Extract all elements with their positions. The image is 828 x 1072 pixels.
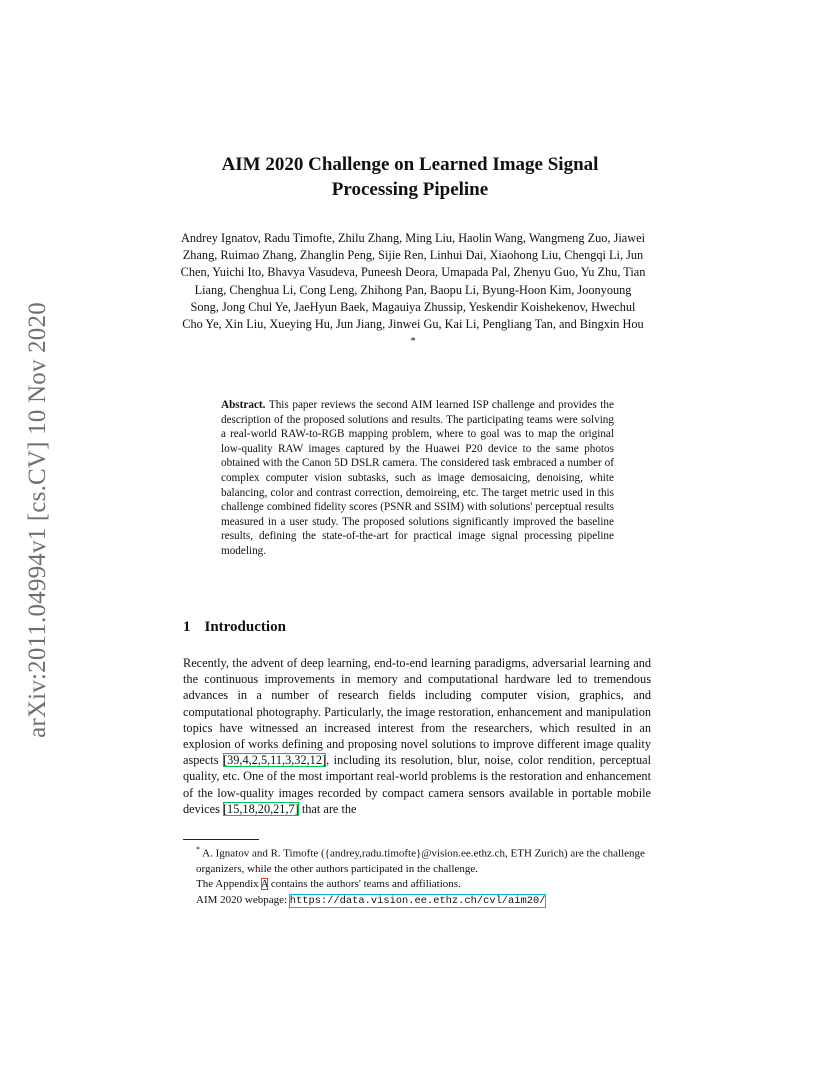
abstract-label: Abstract. <box>221 399 266 411</box>
section-heading <box>183 619 286 636</box>
footnote-line-1 <box>196 842 656 877</box>
footnote-divider <box>183 839 259 840</box>
citation-link-1[interactable]: [39,4,2,5,11,3,32,12] <box>223 753 327 768</box>
footnote-line-3 <box>196 893 656 909</box>
webpage-url-link[interactable]: https://data.vision.ee.ethz.ch/cvl/aim20/ <box>289 894 546 907</box>
section-number: 1 <box>183 619 191 635</box>
citation-link-2[interactable]: [15,18,20,21,7] <box>222 801 299 816</box>
title-line-2: Processing Pipeline <box>331 179 489 200</box>
footnote-appendix-post: contains the authors' teams and affiliations. <box>268 878 461 891</box>
abstract <box>221 398 614 559</box>
title-line-1: AIM 2020 Challenge on Learned Image Signal <box>221 154 599 175</box>
introduction-paragraph <box>183 655 651 817</box>
footnote-mark: * <box>196 845 200 854</box>
footnote <box>196 842 656 909</box>
abstract-text: This paper reviews the second AIM learned ISP challenge and provides the description of the proposed solutions and results. The participating teams were solving a real-world RAW-to-RGB mapping problem, where to goal was to map the original low-quality RAW images captured by the Huawei P20 device to the same photos obtained with the Canon 5D DSLR camera. The considered task embraced a number of complex computer vision subtasks, such as image demosaicing, denoising, white balancing, color and contrast correction, demoireing, etc. The target metric used in this challenge combined fidelity scores (PSNR and SSIM) with solutions' perceptual results measured in a user study. The proposed solutions significantly improved the baseline results, defining the state-of-the-art for practical image signal processing pipeline modeling. <box>221 399 614 557</box>
intro-text-2: , including its resolution, blur, noise, color rendition, perceptual quality, etc. One of the most important real-world problems is the restoration and enhancement of the low-quality images recorded by compact camera sensors available in portable mobile devices <box>183 753 651 816</box>
author-footnote-mark[interactable]: * <box>410 336 416 348</box>
author-names: Andrey Ignatov, Radu Timofte, Zhilu Zhang, Ming Liu, Haolin Wang, Wangmeng Zuo, Jiawei Zhang, Ruimao Zhang, Zhanglin Peng, Sijie Ren, Linhui Dai, Xiaohong Liu, Chengqi Li, Jun Chen, Yuichi Ito, Bhavya Vasudeva, Puneesh Deora, Umapada Pal, Zhenyu Guo, Yu Zhu, Tian Liang, Chenghua Li, Cong Leng, Zhihong Pan, Baopu Li, Byung-Hoon Kim, Joonyoung Song, Jong Chul Ye, JaeHyun Baek, Magauiya Zhussip, Yeskendir Koishekenov, Hwechul Cho Ye, Xin Liu, Xueying Hu, Jun Jiang, Jinwei Gu, Kai Li, Pengliang Tan, and Bingxin Hou <box>180 231 646 332</box>
appendix-link[interactable]: A <box>260 878 269 891</box>
intro-text-1: Recently, the advent of deep learning, end-to-end learning paradigms, adversarial learning and the continuous improvements in memory and computational hardware led to tremendous advances in a number of research fields including computer vision, graphics, and computational photography. Particularly, the image restoration, enhancement and manipulation topics have witnessed an increased interest from the researchers, which resulted in an explosion of works defining and proposing novel solutions to improve different image quality aspects <box>183 656 651 768</box>
section-title: Introduction <box>204 619 286 635</box>
paper-title <box>150 152 670 202</box>
footnote-appendix-pre: The Appendix <box>196 878 261 891</box>
footnote-line-2 <box>196 877 656 892</box>
arxiv-identifier: arXiv:2011.04994v1 [cs.CV] 10 Nov 2020 <box>24 302 51 738</box>
webpage-label: AIM 2020 webpage: <box>196 893 290 906</box>
intro-text-3: that are the <box>298 801 357 816</box>
footnote-organizers: A. Ignatov and R. Timofte ({andrey,radu.timofte}@vision.ee.ethz.ch, ETH Zurich) are the challenge organizers, while the other authors participated in the challenge. <box>196 847 645 876</box>
author-list <box>180 230 646 355</box>
